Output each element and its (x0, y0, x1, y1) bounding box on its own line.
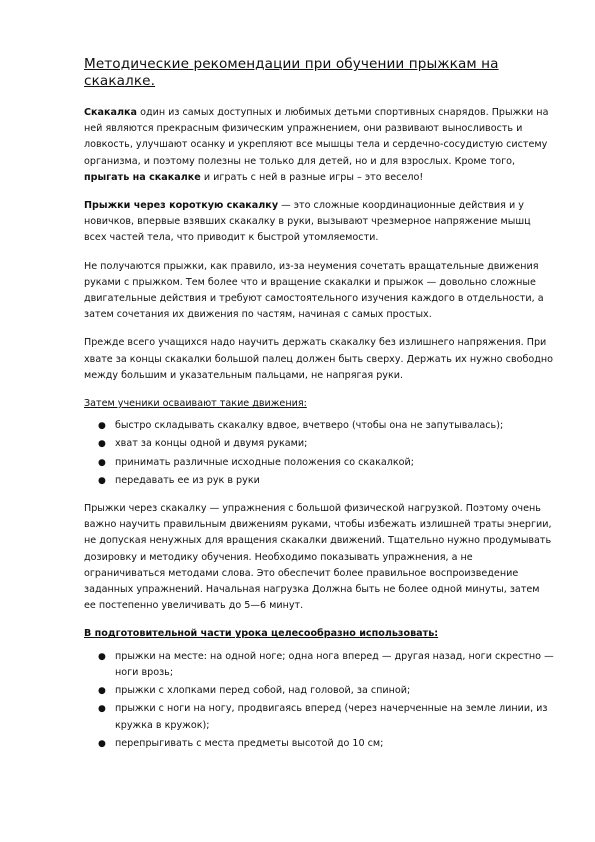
bullet-icon: ● (98, 421, 106, 432)
list-item: ● принимать различные исходные положения со скакалкой; (84, 455, 554, 471)
list-item: ● прыжки с ноги на ногу, продвигаясь вперед (через начерченные на земле линии, из кружка в кружок); (98, 703, 548, 731)
intro-text-1: один из самых доступных и любимых детьми спортивных снарядов. Прыжки на ней являются прекрасным физическим упражнением, они развивают выносливость и ловкость, улучшают осанку и укрепляют все мышцы тела и сердечно-сосудистую систему организма, и поэтому полезны не только для детей, но и для взрослых. Кроме того, (84, 107, 549, 167)
list-item: ● передавать ее из рук в руки (84, 473, 554, 489)
paragraph-grip: Прежде всего учащихся надо научить держать скакалку без излишнего напряжения. При хвате за концы скакалки большой палец должен быть сверху. Держать их нужно свободно между большим и указательным пальцами, не напрягая руки. (84, 337, 554, 381)
bullet-icon: ● (98, 704, 106, 715)
list-item: ● быстро складывать скакалку вдвое, вчетверо (чтобы она не запутывалась); (84, 418, 554, 434)
list-item: ● прыжки на месте: на одной ноге; одна нога вперед — другая назад, ноги скрестно — ноги врозь; (98, 650, 554, 678)
intro-bold-phrase: прыгать на скакалке (84, 171, 201, 183)
list-item: ● хват за концы одной и двумя руками; (84, 436, 554, 452)
short-rope-text: — это сложные координационные действия и у новичков, впервые взявших скакалку в руки, вызывают чрезмерное напряжение мышц всех частей тела, что приводит к быстрой утомляемости. (84, 200, 531, 244)
bullet-icon: ● (98, 686, 106, 697)
intro-lead: Скакалка (84, 107, 138, 118)
paragraph-short-rope (84, 198, 554, 247)
subheading-preparatory: В подготовительной части урока целесообразно использовать: (84, 628, 439, 640)
preparatory-list (84, 649, 554, 752)
document-page (84, 56, 554, 764)
bullet-icon: ● (98, 738, 106, 749)
list-item: ● перепрыгивать с места предметы высотой до 10 см; (84, 736, 554, 752)
short-rope-lead: Прыжки через короткую скакалку (84, 200, 279, 212)
subheading-movements: Затем ученики осваивают такие движения: (84, 398, 307, 410)
list-item: ● прыжки с хлопками перед собой, над головой, за спиной; (84, 683, 554, 699)
paragraph-intro (84, 105, 554, 186)
paragraph-load: Прыжки через скакалку — упражнения с большой физической нагрузкой. Поэтому очень важно научить правильным движениям руками, чтобы избежать излишней траты энергии, не допуская ненужных для вращения скакалки движений. Тщательно нужно продумывать дозировку и методику обучения. Необходимо показывать упражнения, а не ограничиваться методами слова. Это обеспечит более правильное воспроизведение заданных упражнений. Начальная нагрузка Должна быть не более одной минуты, затем ее постепенно увеличивать до 5—6 минут. (84, 503, 552, 612)
bullet-icon: ● (98, 457, 106, 468)
bullet-icon: ● (98, 475, 106, 486)
bullet-icon: ● (98, 439, 106, 450)
document-title: Методические рекомендации при обучении прыжкам на скакалке. (84, 56, 499, 89)
intro-text-2: и играть с ней в разные игры – это весело! (200, 171, 424, 183)
bullet-icon: ● (98, 651, 106, 662)
movements-list (84, 418, 554, 489)
paragraph-difficulty: Не получаются прыжки, как правило, из-за неумения сочетать вращательные движения руками с прыжком. Тем более что и вращение скакалки и прыжок — довольно сложные двигательные действия и требуют самостоятельного изучения каждого в отдельности, а затем сочетания их движения по частям, начиная с самых простых. (84, 260, 544, 321)
